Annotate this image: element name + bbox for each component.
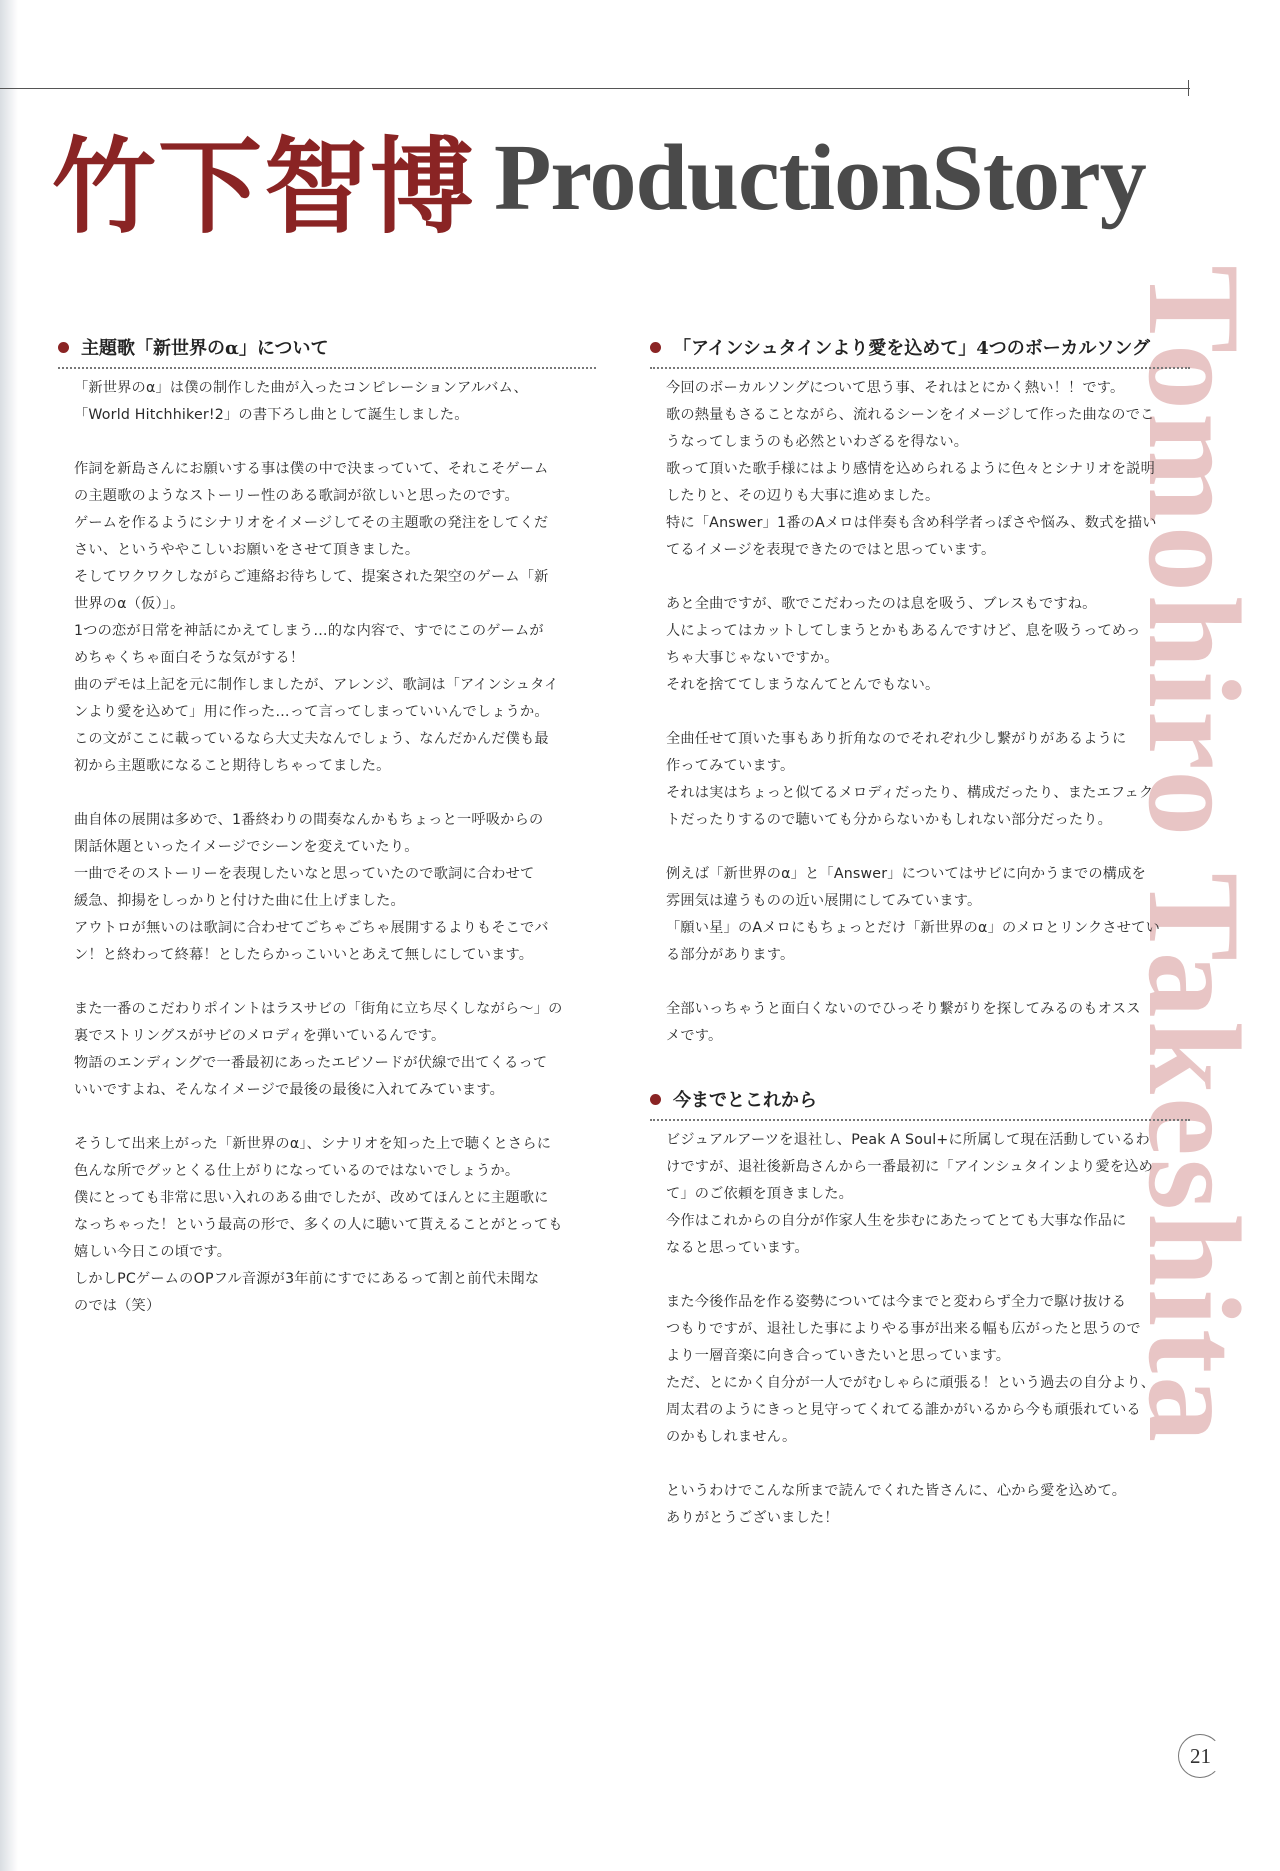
body-paragraph: 例えば「新世界のα」と「Answer」についてはサビに向かうまでの構成を 雰囲気は違うものの近い展開にしてみています。 「願い星」のAメロにもちょっとだけ「新世界のα」のメロとリンクさせてい る部分があります。 [666, 866, 1160, 963]
body-paragraph: また一番のこだわりポイントはラスサビの「街角に立ち尽くしながら～」の 裏でストリングスがサビのメロディを弾いているんです。 物語のエンディングで一番最初にあったエピソードが伏線で出てくるって いいですよね、そんなイメージで最後の最後に入れてみています。 [74, 1001, 563, 1098]
section-heading [650, 334, 1190, 369]
top-rule [0, 88, 1190, 89]
body-paragraph: ビジュアルアーツを退社し、Peak A Soul+に所属して現在活動しているわ けですが、退社後新島さんから一番最初に「アインシュタインより愛を込め て」のご依頼を頂きました。 今作はこれからの自分が作家人生を歩むにあたってとても大事な作品に なると思っています。 [666, 1132, 1153, 1256]
bullet-dot-icon [58, 342, 69, 353]
article-section [58, 334, 596, 1320]
page-binding-shadow [0, 0, 18, 1871]
body-paragraph: 全曲任せて頂いた事もあり折角なのでそれぞれ少し繋がりがあるように 作ってみています。 それは実はちょっと似てるメロディだったり、構成だったり、またエフェク トだったりするので聴いても分からないかもしれない部分だったり。 [666, 731, 1154, 828]
page-number: 21 [1190, 1744, 1211, 1768]
vertical-name-watermark: Tomohiro Takeshita [1121, 265, 1268, 1446]
section-heading [58, 334, 596, 369]
left-column [58, 334, 596, 1356]
section-heading [650, 1086, 1190, 1121]
body-paragraph: 全部いっちゃうと面白くないのでひっそり繋がりを探してみるのもオスス メです。 [666, 1001, 1141, 1044]
right-column [650, 334, 1190, 1568]
body-paragraph: そうして出来上がった「新世界のα」、シナリオを知った上で聴くとさらに 色んな所でグッとくる仕上がりになっているのではないでしょうか。 僕にとっても非常に思い入れのある曲でしたが、改めてほんとに主題歌に なっちゃった！という最高の形で、多くの人に聴いて貰えることがとっても 嬉しい今日この頃です。 しかしPCゲームのOPフル音源が3年前にすでにあるって割と前代未聞な のでは（笑） [74, 1136, 563, 1314]
body-paragraph: 今回のボーカルソングについて思う事、それはとにかく熱い！！です。 歌の熱量もさることながら、流れるシーンをイメージして作った曲なのでこ うなってしまうのも必然といわざるを得ない。 歌って頂いた歌手様にはより感情を込められるように色々とシナリオを説明 したりと、その辺りも大事に進めました。 特に「Answer」1番のAメロは伴奏も含め科学者っぽさや悩み、数式を描い てるイメージを表現できたのではと思っています。 [666, 380, 1157, 558]
article-section [650, 334, 1190, 1050]
title-japanese: 竹下智博 [52, 125, 477, 248]
body-paragraph: 曲自体の展開は多めで、1番終わりの間奏なんかもちょっと一呼吸からの 閑話休題といったイメージでシーンを変えていたり。 一曲でそのストーリーを表現したいなと思っていたので歌詞に合わせて 緩急、抑揚をしっかりと付けた曲に仕上げました。 アウトロが無いのは歌詞に合わせてごちゃごちゃ展開するよりもそこでバ ン！と終わって終幕！としたらかっこいいとあえて無しにしています。 [74, 812, 549, 963]
body-paragraph: あと全曲ですが、歌でこだわったのは息を吸う、ブレスもですね。 人によってはカットしてしまうとかもあるんですけど、息を吸うってめっ ちゃ大事じゃないですか。 それを捨ててしまうなんてとんでもない。 [666, 596, 1141, 693]
bullet-dot-icon [650, 1094, 661, 1105]
body-paragraph: また今後作品を作る姿勢については今までと変わらず全力で駆け抜ける つもりですが、退社した事によりやる事が出来る幅も広がったと思うので より一層音楽に向き合っていきたいと思っています。 ただ、とにかく自分が一人でがむしゃらに頑張る！という過去の自分より、 周太君のようにきっと見守ってくれてる誰かがいるから今も頑張れている のかもしれません。 [666, 1294, 1156, 1445]
page-title [52, 108, 1146, 248]
section-heading-text: 「アインシュタインより愛を込めて」4つのボーカルソング [673, 338, 1151, 359]
body-paragraph: というわけでこんな所まで読んでくれた皆さんに、心から愛を込めて。 ありがとうございました！ [666, 1483, 1127, 1526]
body-paragraph: 作詞を新島さんにお願いする事は僕の中で決まっていて、それこそゲーム の主題歌のようなストーリー性のある歌詞が欲しいと思ったのです。 ゲームを作るようにシナリオをイメージしてその主題歌の発注をしてくだ さい、というややこしいお願いをさせて頂きました。 そしてワクワクしながらご連絡お待ちして、提案された架空のゲーム「新 世界のα（仮）」。 1つの恋が日常を神話にかえてしまう…的な内容で、すでにこのゲームが めちゃくちゃ面白そうな気がする！ 曲のデモは上記を元に制作しましたが、アレンジ、歌詞は「アインシュタイ ンより愛を込めて」用に作った…って言ってしまっていいんでしょうか。 この文がここに載っているなら大丈夫なんでしょう、なんだかんだ僕も最 初から主題歌になること期待しちゃってました。 [74, 461, 559, 774]
bullet-dot-icon [650, 342, 661, 353]
body-paragraph: 「新世界のα」は僕の制作した曲が入ったコンピレーションアルバム、 「World Hitchhiker!2」の書下ろし曲として誕生しました。 [74, 380, 528, 423]
article-section [650, 1086, 1190, 1532]
title-english: ProductionStory [494, 126, 1146, 230]
section-heading-text: 主題歌「新世界のα」について [81, 338, 329, 359]
top-rule-end-tick [1188, 80, 1189, 96]
section-heading-text: 今までとこれから [673, 1090, 817, 1111]
